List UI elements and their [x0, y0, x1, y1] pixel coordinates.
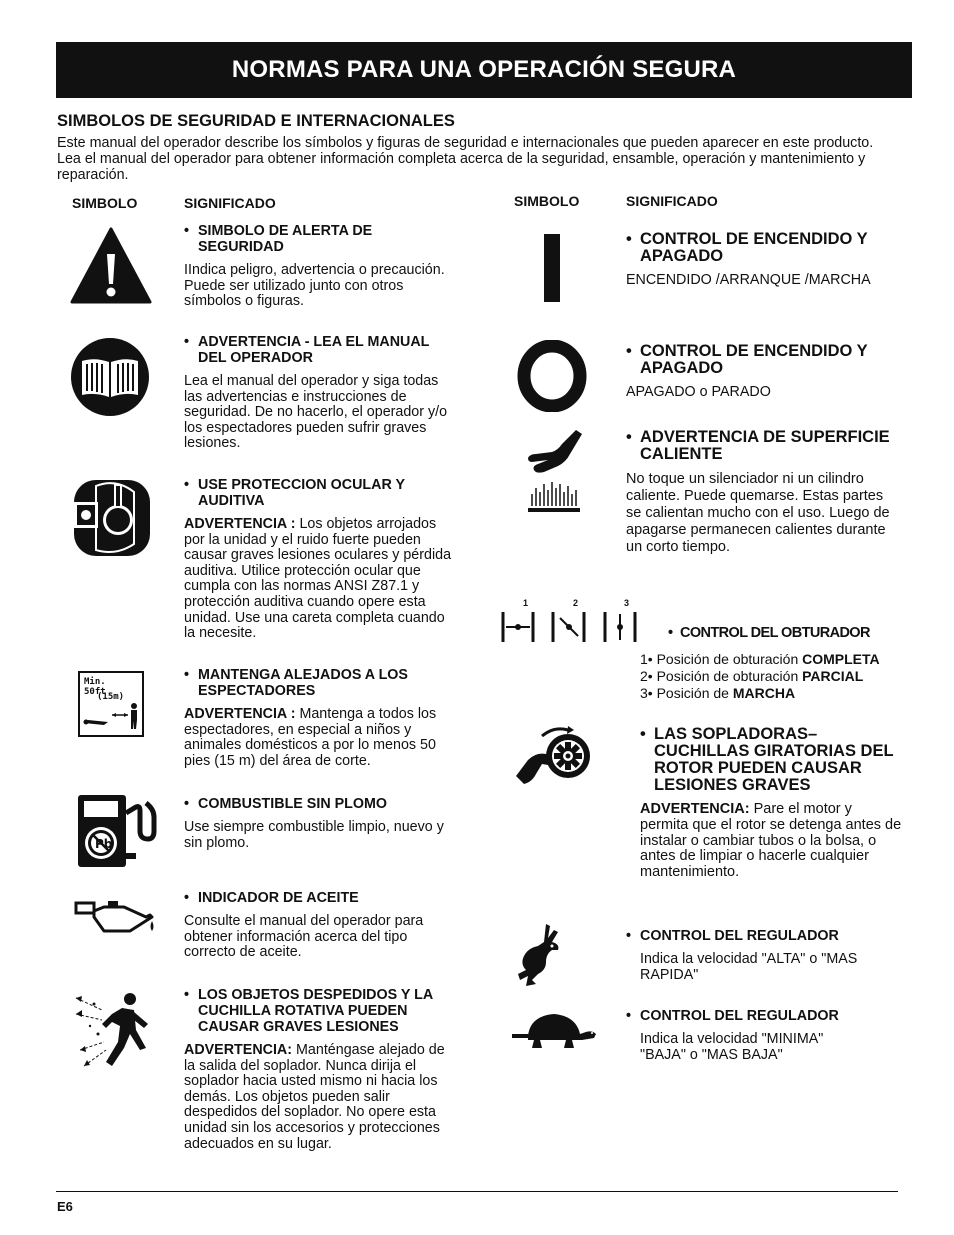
unleaded-fuel-pump-icon — [76, 793, 158, 874]
entry-off-control — [626, 343, 896, 401]
thrown-objects-icon — [72, 990, 158, 1079]
entry-desc: IIndica peligro, advertencia o precaución. Puede ser utilizado junto con otros símbolos o figuras. — [184, 262, 445, 310]
rabbit-icon — [516, 922, 564, 993]
choke-position-3 — [640, 685, 910, 702]
entry-desc: ENCENDIDO /ARRANQUE /MARCHA — [626, 272, 871, 288]
warning-triangle-icon — [70, 226, 152, 311]
desc-warning-label: ADVERTENCIA : — [184, 516, 296, 532]
entry-rotor-warning — [640, 726, 902, 881]
oil-can-icon — [74, 897, 158, 942]
icon-distance-metric-text: (15m) — [97, 692, 125, 702]
eye-ear-protection-icon — [70, 478, 152, 563]
choke-position-1-text: 1• Posición de obturación — [640, 651, 803, 667]
turtle-icon — [510, 1010, 598, 1055]
section-title: SIMBOLOS DE SEGURIDAD E INTERNACIONALES — [57, 112, 455, 130]
on-switch-icon — [544, 234, 560, 302]
choke-position-2-text: 2• Posición de obturación — [640, 668, 803, 684]
left-symbol-header: SIMBOLO — [72, 195, 138, 211]
right-meaning-header: SIGNIFICADO — [626, 193, 718, 209]
entry-hot-surface — [626, 429, 898, 556]
choke-position-1 — [640, 651, 910, 668]
entry-throttle-fast — [626, 928, 896, 983]
desc-text: Pare el motor y permita que el rotor se detenga antes de instalar o cambiar tubos o la bolsa, o antes de limpiar o hacerle cualquier mantenimiento. — [640, 801, 902, 881]
entry-thrown-objects — [184, 987, 459, 1152]
off-switch-icon — [517, 340, 587, 417]
choke-position-1-value: COMPLETA — [802, 651, 880, 667]
choke-position-number-2: 2 — [573, 598, 579, 608]
desc-warning-label: ADVERTENCIA: — [184, 1042, 293, 1058]
footer-divider — [56, 1191, 898, 1192]
page-banner: NORMAS PARA UNA OPERACIÓN SEGURA — [56, 42, 912, 98]
entry-choke-heading — [668, 625, 908, 649]
entry-heading: • CONTROL DE ENCENDIDO Y APAGADO — [626, 231, 896, 265]
entry-heading: • CONTROL DE ENCENDIDO Y APAGADO — [626, 343, 896, 377]
entry-throttle-slow — [626, 1008, 896, 1063]
entry-desc: Lea el manual del operador y siga todas las advertencias e instrucciones de seguridad. De no hacerlo, el operador y/o los espectadores pueden sufrir graves lesiones. — [184, 373, 448, 452]
entry-heading: • MANTENGA ALEJADOS A LOS ESPECTADORES — [184, 667, 456, 699]
entry-heading: • CONTROL DEL REGULADOR — [626, 1008, 896, 1024]
entry-desc — [184, 707, 456, 769]
entry-desc: Indica la velocidad "MINIMA" "BAJA" o "MAS BAJA" — [640, 1031, 824, 1063]
entry-desc — [184, 517, 456, 642]
entry-bystanders — [184, 667, 456, 769]
entry-desc: No toque un silenciador ni un cilindro caliente. Puede quemarse. Estas partes se calientan mucho con el uso. Luego de apagarse permanecen calientes durante un corto tiempo. — [626, 471, 890, 555]
desc-text: Los objetos arrojados por la unidad y el ruido fuerte pueden causar graves lesiones oculares y pérdida auditiva. Utilice protección ocular que cumpla con las normas ANSI Z87.1 y protección auditiva cuando opere esta unidad. Use una careta completa cuando la necesite. — [184, 516, 452, 642]
entry-on-control — [626, 231, 896, 289]
desc-warning-label: ADVERTENCIA: — [640, 801, 750, 817]
manual-book-icon — [70, 337, 150, 422]
choke-position-number-3: 3 — [624, 598, 630, 608]
entry-desc: APAGADO o PARADO — [626, 384, 771, 400]
desc-text: Manténgase alejado de la salida del soplador. Nunca dirija el soplador hacia usted mismo ni hacia los demás. Los objetos pueden salir despedidos del soplador. No opere esta unidad sin los accesorios y protecciones adecuados en su lugar. — [184, 1042, 445, 1152]
entry-heading: • SIMBOLO DE ALERTA DE SEGURIDAD — [184, 223, 454, 255]
svg-text:Pb: Pb — [95, 837, 113, 851]
entry-desc: Use siempre combustible limpio, nuevo y sin plomo. — [184, 819, 444, 851]
entry-desc: Indica la velocidad "ALTA" o "MAS RAPIDA" — [640, 951, 858, 983]
entry-heading: • CONTROL DEL OBTURADOR — [668, 625, 908, 641]
desc-warning-label: ADVERTENCIA : — [184, 706, 296, 722]
icon-distance-text: Min. 50ft — [84, 677, 106, 697]
entry-desc — [184, 1043, 459, 1152]
entry-heading: • USE PROTECCION OCULAR Y AUDITIVA — [184, 477, 456, 509]
page-number: E6 — [57, 1199, 73, 1214]
entry-heading: • INDICADOR DE ACEITE — [184, 890, 459, 906]
choke-control-icon — [500, 598, 640, 644]
entry-fuel — [184, 796, 446, 851]
choke-position-3-text: 3• Posición de — [640, 685, 733, 701]
entry-heading: • LAS SOPLADORAS– CUCHILLAS GIRATORIAS DEL ROTOR PUEDEN CAUSAR LESIONES GRAVES — [640, 726, 902, 794]
choke-position-number-1: 1 — [523, 598, 529, 608]
entry-eye-ear — [184, 477, 456, 642]
entry-heading: • ADVERTENCIA - LEA EL MANUAL DEL OPERADOR — [184, 334, 459, 366]
choke-positions-list — [640, 651, 910, 702]
hot-surface-icon — [524, 428, 584, 517]
entry-desc — [640, 802, 902, 881]
entry-heading: • ADVERTENCIA DE SUPERFICIE CALIENTE — [626, 429, 898, 463]
entry-heading: • COMBUSTIBLE SIN PLOMO — [184, 796, 446, 812]
entry-safety-alert — [184, 223, 454, 310]
right-symbol-header: SIMBOLO — [514, 193, 580, 209]
entry-heading: • CONTROL DEL REGULADOR — [626, 928, 896, 944]
rotating-blade-icon — [514, 724, 598, 793]
choke-position-3-value: MARCHA — [732, 685, 796, 701]
desc-text: Mantenga a todos los espectadores, en especial a niños y animales domésticos a por lo menos 50 pies (15 m) del área de corte. — [184, 706, 437, 769]
entry-oil — [184, 890, 459, 961]
choke-position-2-value: PARCIAL — [802, 668, 864, 684]
intro-paragraph: Este manual del operador describe los símbolos y figuras de seguridad e internacionales que pueden aparecer en este producto. Lea el manual del operador para obtener información completa acerca de la seguridad, ensamble, operación y mantenimiento y reparación. — [57, 135, 874, 183]
entry-read-manual — [184, 334, 459, 452]
left-meaning-header: SIGNIFICADO — [184, 195, 276, 211]
choke-position-2 — [640, 668, 910, 685]
entry-heading: • LOS OBJETOS DESPEDIDOS Y LA CUCHILLA ROTATIVA PUEDEN CAUSAR GRAVES LESIONES — [184, 987, 459, 1035]
entry-desc: Consulte el manual del operador para obtener información acerca del tipo correcto de aceite. — [184, 913, 424, 961]
